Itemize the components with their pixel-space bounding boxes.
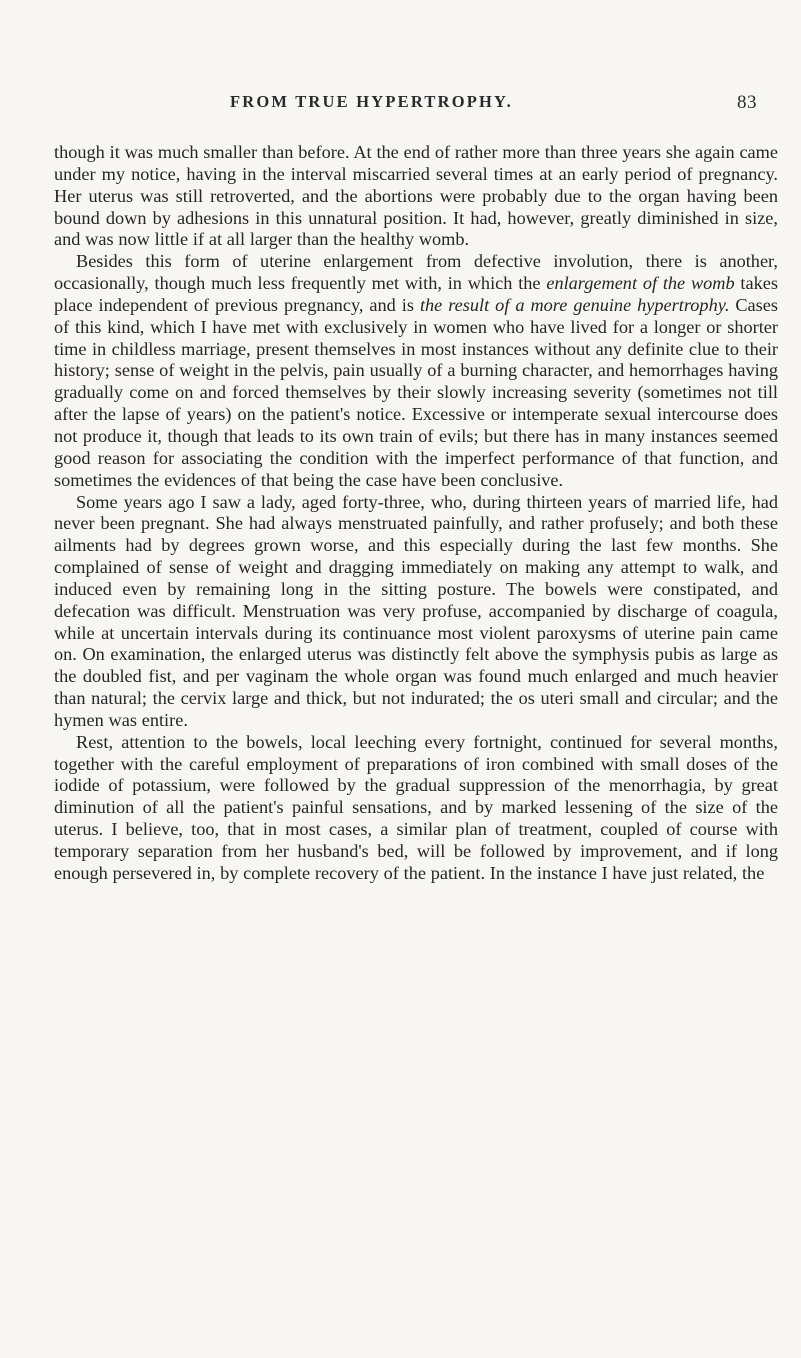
text-run: though it was much smaller than before. At the end of rather more than three years she again came under my notice, having in the interval miscarried several times at an early period of pregnancy. Her uterus was still retroverted, and the abortions were probably due to the organ having been bound down by adhesions in this unnatural position. It had, however, greatly diminished in size, and was now little if at all larger than the healthy womb. (54, 142, 778, 250)
body-text (54, 142, 778, 885)
running-head (0, 92, 801, 116)
text-run: Some years ago I saw a lady, aged forty-three, who, during thirteen years of married life, had never been pregnant. She had always menstruated painfully, and rather profusely; and both these ailments had by degrees grown worse, and this especially during the last few months. She complained of sense of weight and dragging immediately on making any attempt to walk, and induced even by remaining long in the sitting posture. The bowels were constipated, and defecation was difficult. Menstruation was very profuse, accompanied by discharge of coagula, while at uncertain intervals during its continuance most violent paroxysms of uterine pain came on. On examination, the enlarged uterus was distinctly felt above the symphysis pubis as large as the doubled fist, and per vaginam the whole organ was found much enlarged and much heavier than natural; the cervix large and thick, but not indurated; the os uteri small and circular; and the hymen was entire. (54, 491, 778, 730)
paragraph (54, 732, 778, 885)
paragraph (54, 142, 778, 251)
text-run: takes place independent of previous pregnancy, and is (54, 273, 778, 315)
italic-phrase: the result of a more genuine hypertrophy. (419, 294, 730, 315)
paragraph (54, 251, 778, 491)
running-title: FROM TRUE HYPERTROPHY. (230, 92, 513, 111)
text-run: Besides this form of uterine enlargement from defective involution, there is another, occasionally, though much less frequently met with, in which the (54, 251, 778, 294)
italic-phrase: enlargement of the womb (546, 273, 735, 294)
page-number: 83 (737, 92, 757, 113)
text-run: Cases of this kind, which I have met with exclusively in women who have lived for a longer or shorter time in childless marriage, present themselves in most instances without any definite clue to their history; sense of weight in the pelvis, pain usually of a burning character, and hemorrhages having gradually come on and forced themselves by their slowly increasing severity (sometimes not till after the lapse of years) on the patient's notice. Excessive or intemperate sexual intercourse does not produce it, though that leads to its own train of evils; but there has in many instances seemed good reason for associating the condition with the imperfect performance of that function, and sometimes the evidences of that being the case have been conclusive. (54, 294, 779, 490)
text-run: Rest, attention to the bowels, local leeching every fortnight, continued for several months, together with the careful employment of preparations of iron combined with small doses of the iodide of potassium, were followed by the gradual suppression of the menorrhagia, by great diminution of all the patient's painful sensations, and by marked lessening of the size of the uterus. I believe, too, that in most cases, a similar plan of treatment, coupled of course with temporary separation from her husband's bed, will be followed by improvement, and if long enough persevered in, by complete recovery of the patient. In the instance I have just related, the (54, 731, 778, 883)
paragraph (54, 492, 778, 732)
